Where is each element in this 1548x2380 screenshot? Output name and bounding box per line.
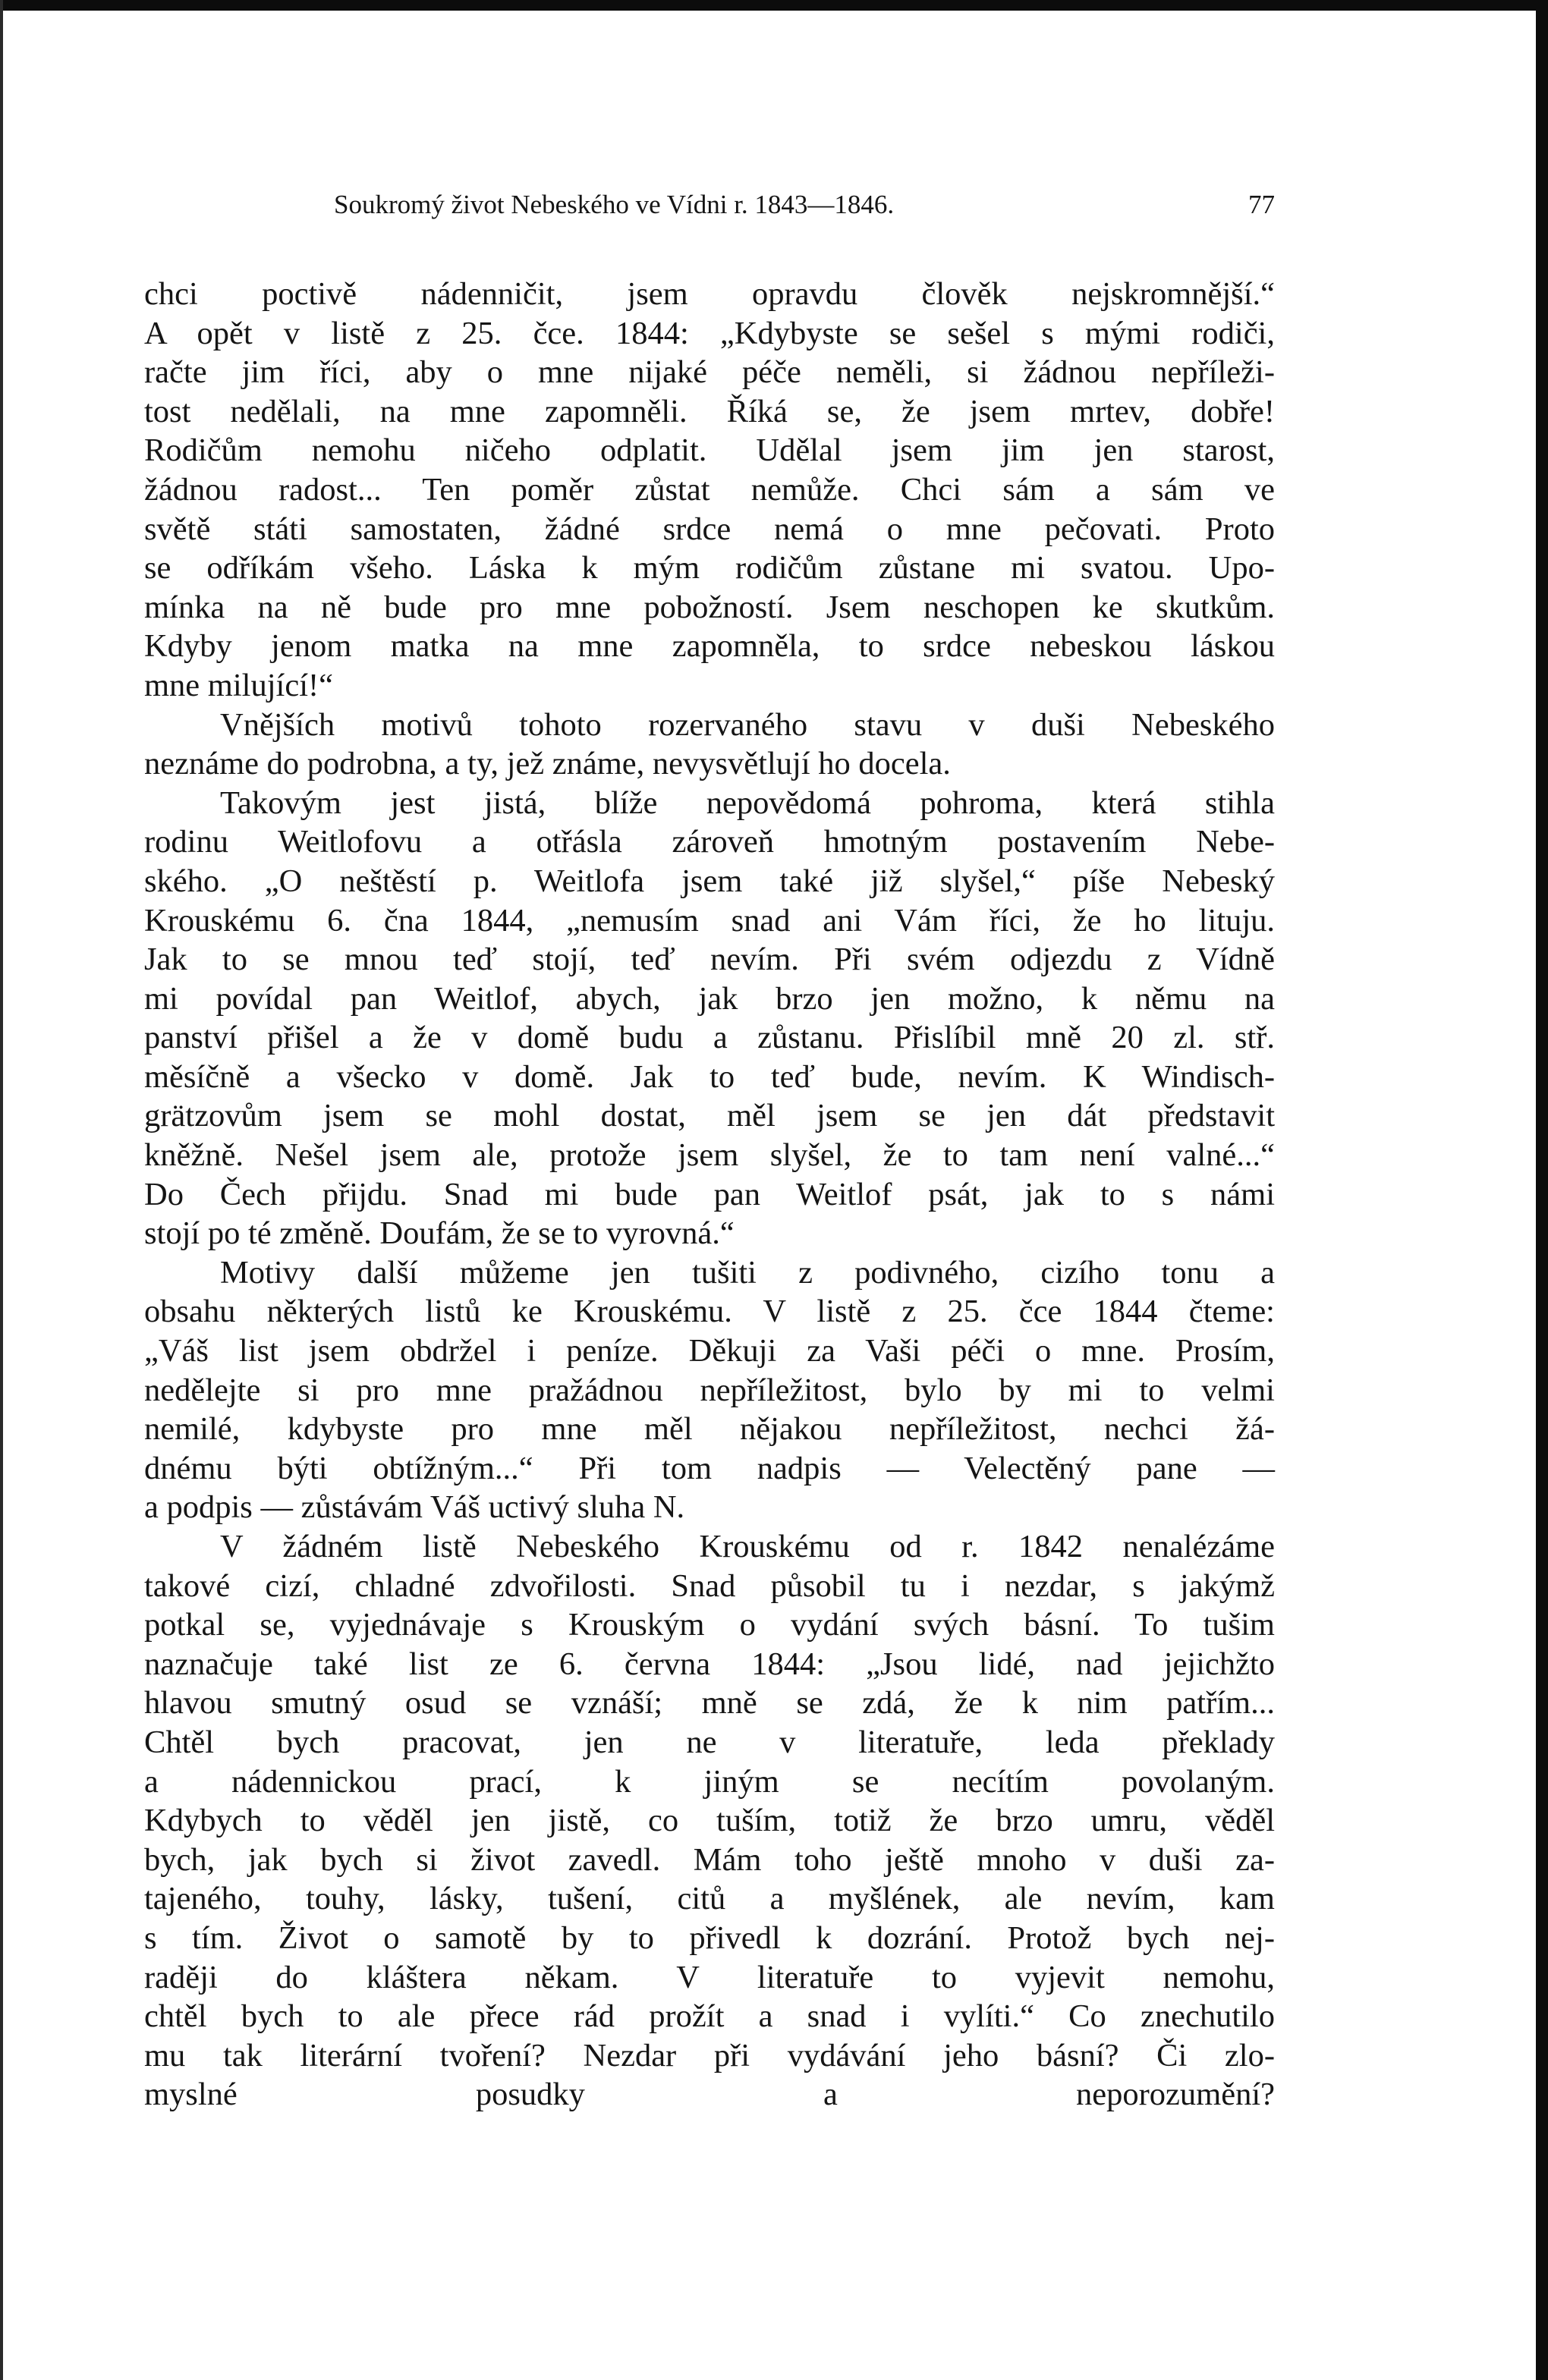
running-head bbox=[144, 190, 1275, 220]
text-line: Do Čech přijdu. Snad mi bude pan Weitlof psát, jak to s námi bbox=[144, 1176, 1275, 1212]
text-line: kněžně. Nešel jsem ale, protože jsem slyšel, že to tam není valné...“ bbox=[144, 1137, 1275, 1174]
scan-edge-top bbox=[0, 0, 1548, 11]
text-line: Krouskému 6. čna 1844, „nemusím snad ani Vám říci, že ho lituju. bbox=[144, 902, 1275, 938]
text-line: s tím. Život o samotě by to přivedl k dozrání. Protož bych nej- bbox=[144, 1919, 1275, 1956]
text-line: rodinu Weitlofovu a otřásla zároveň hmotným postavením Nebe- bbox=[144, 824, 1275, 860]
text-line: potkal se, vyjednávaje s Krouským o vydání svých básní. To tušim bbox=[144, 1607, 1275, 1643]
text-line: račte jim říci, aby o mne nijaké péče neměli, si žádnou nepříleži- bbox=[144, 354, 1275, 391]
text-line: chtěl bych to ale přece rád prožít a snad i vylíti.“ Co znechutilo bbox=[144, 1998, 1275, 2035]
paragraph-start-line: V žádném listě Nebeského Krouskému od r. 1842 nenalézáme bbox=[220, 1529, 1275, 1564]
text-line: grätzovům jsem se mohl dostat, měl jsem se jen dát představit bbox=[144, 1098, 1275, 1134]
text-line: žádnou radost... Ten poměr zůstat nemůže. Chci sám a sám ve bbox=[144, 471, 1275, 508]
text-line: Chtěl bych pracovat, jen ne v literatuře, leda překlady bbox=[144, 1724, 1275, 1760]
paragraph-start-line: Vnějších motivů tohoto rozervaného stavu v duši Nebeského bbox=[220, 706, 1275, 743]
text-line: chci poctivě nádenničit, jsem opravdu člověk nejskromnější.“ bbox=[144, 276, 1275, 312]
text-line: tajeného, touhy, lásky, tušení, citů a myšlének, ale nevím, kam bbox=[144, 1881, 1275, 1917]
text-line: tost nedělali, na mne zapomněli. Říká se, že jsem mrtev, dobře! bbox=[144, 393, 1275, 429]
text-line: hlavou smutný osud se vznáší; mně se zdá, že k nim patřím... bbox=[144, 1685, 1275, 1721]
text-line: mu tak literární tvoření? Nezdar při vydávání jeho básní? Či zlo- bbox=[144, 2037, 1275, 2073]
text-line: takové cizí, chladné zdvořilosti. Snad působil tu i nezdar, s jakýmž bbox=[144, 1567, 1275, 1604]
text-line: nemilé, kdybyste pro mne měl nějakou nepříležitost, nechci žá- bbox=[144, 1411, 1275, 1448]
book-page bbox=[144, 190, 1275, 2114]
text-line: mi povídal pan Weitlof, abych, jak brzo jen možno, k němu na bbox=[144, 980, 1275, 1017]
text-line: mne milující!“ bbox=[144, 667, 334, 703]
text-line: neznáme do podrobna, a ty, jež známe, nevysvětlují ho docela. bbox=[144, 746, 951, 782]
text-line: panství přišel a že v domě budu a zůstanu. Přislíbil mně 20 zl. stř. bbox=[144, 1020, 1275, 1056]
body-text bbox=[144, 275, 1275, 2114]
text-line: světě státi samostaten, žádné srdce nemá o mne pečovati. Proto bbox=[144, 511, 1275, 547]
text-line: a nádennickou prací, k jiným se necítím povolaným. bbox=[144, 1763, 1275, 1800]
text-line: nedělejte si pro mne pražádnou nepříležitost, bylo by mi to velmi bbox=[144, 1372, 1275, 1408]
text-line: Kdybych to věděl jen jistě, co tuším, totiž že brzo umru, věděl bbox=[144, 1803, 1275, 1839]
text-line: Jak to se mnou teď stojí, teď nevím. Při svém odjezdu z Vídně bbox=[144, 942, 1275, 978]
scan-edge-right bbox=[1536, 0, 1548, 2380]
text-line: naznačuje také list ze 6. června 1844: „Jsou lidé, nad jejichžto bbox=[144, 1646, 1275, 1682]
text-line: bych, jak bych si život zavedl. Mám toho ještě mnoho v duši za- bbox=[144, 1841, 1275, 1878]
text-line: A opět v listě z 25. čce. 1844: „Kdybyste se sešel s mými rodiči, bbox=[144, 315, 1275, 351]
text-line: obsahu některých listů ke Krouskému. V listě z 25. čce 1844 čteme: bbox=[144, 1294, 1275, 1330]
text-line: ského. „O neštěstí p. Weitlofa jsem také již slyšel,“ píše Nebeský bbox=[144, 863, 1275, 899]
text-line: Rodičům nemohu ničeho odplatit. Udělal jsem jim jen starost, bbox=[144, 432, 1275, 469]
text-line: myslné posudky a neporozumění? bbox=[144, 2077, 1275, 2113]
text-line: se odříkám všeho. Láska k mým rodičům zůstane mi svatou. Upo- bbox=[144, 550, 1275, 586]
text-line: dnému býti obtížným...“ Při tom nadpis — Velectěný pane — bbox=[144, 1450, 1275, 1486]
text-line: a podpis — zůstávám Váš uctivý sluha N. bbox=[144, 1489, 685, 1526]
text-line: „Váš list jsem obdržel i peníze. Děkuji za Vaši péči o mne. Prosím, bbox=[144, 1333, 1275, 1369]
text-line: měsíčně a všecko v domě. Jak to teď bude, nevím. K Windisch- bbox=[144, 1058, 1275, 1095]
page-number: 77 bbox=[1248, 190, 1275, 219]
text-line: mínka na ně bude pro mne pobožností. Jsem neschopen ke skutkům. bbox=[144, 589, 1275, 625]
text-line: stojí po té změně. Doufám, že se to vyrovná.“ bbox=[144, 1215, 735, 1252]
text-line: Kdyby jenom matka na mne zapomněla, to srdce nebeskou láskou bbox=[144, 628, 1275, 665]
text-line: raději do kláštera někam. V literatuře to vyjevit nemohu, bbox=[144, 1959, 1275, 1995]
scan-edge-left bbox=[0, 0, 3, 2380]
paragraph-start-line: Motivy další můžeme jen tušiti z podivného, cizího tonu a bbox=[220, 1254, 1275, 1291]
paragraph-start-line: Takovým jest jistá, blíže nepovědomá pohroma, která stihla bbox=[220, 784, 1275, 821]
running-title: Soukromý život Nebeského ve Vídni r. 1843—1846. bbox=[334, 190, 895, 219]
